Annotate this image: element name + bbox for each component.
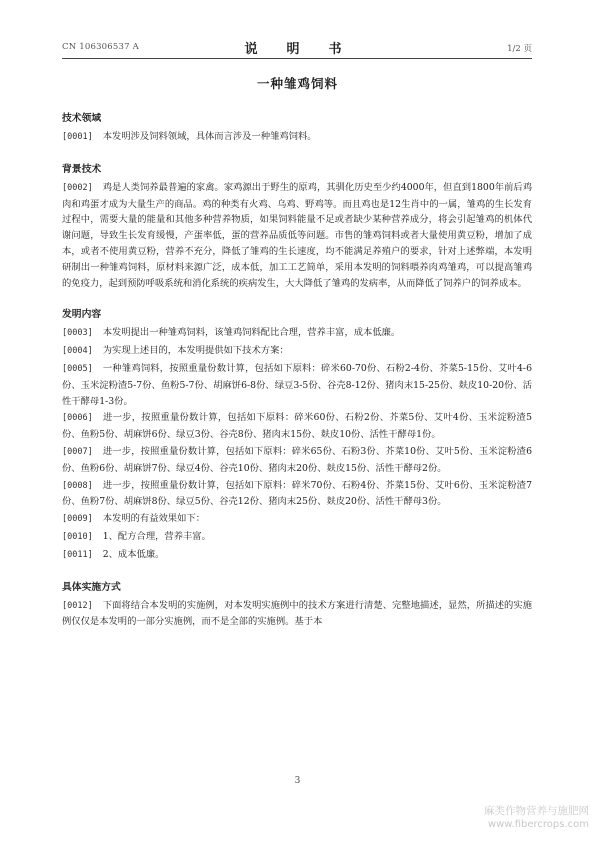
paragraph-number: [0007] (62, 446, 93, 457)
paragraph-text: 进一步，按照重量份数计算，包括如下原料：碎米70份、石粉4份、芥菜15份、艾叶6份、玉米淀粉渣7份、鱼粉7份、胡麻饼8份、绿豆5份、谷壳12份、猪肉末25份、麸皮20份、活性干酵母3份。 (62, 479, 532, 508)
section-heading-summary: 发明内容 (62, 309, 102, 321)
document-title: 一种雏鸡饲料 (256, 76, 338, 91)
paragraph-text: 进一步，按照重量份数计算，包括如下原料：碎米65份、石粉3份、芥菜10份、艾叶5份、玉米淀粉渣6份、鱼粉6份、胡麻饼7份、绿豆4份、谷壳10份、猪肉末20份、麸皮15份、活性干酵母2份。 (62, 445, 532, 474)
paragraph (62, 180, 532, 292)
paragraph-text: 本发明涉及饲料领域，具体而言涉及一种雏鸡饲料。 (102, 131, 317, 142)
page-header (62, 38, 532, 56)
paragraph-number: [0001] (62, 132, 93, 142)
document-body (62, 106, 532, 631)
paragraph-number: [0006] (62, 413, 93, 424)
section-heading-background: 背景技术 (62, 163, 102, 175)
paragraph-text: 本发明的有益效果如下： (102, 513, 205, 525)
paragraph-text: 本发明提出一种雏鸡饲料，该雏鸡饲料配比合理，营养丰富，成本低廉。 (102, 327, 401, 339)
watermark (484, 805, 589, 831)
paragraph-number: [0002] (62, 182, 93, 193)
paragraph (62, 547, 532, 564)
section-heading-embodiment: 具体实施方式 (62, 581, 121, 593)
paragraph (62, 343, 532, 360)
paragraph-number: [0003] (62, 328, 93, 339)
document-type: 说 明 书 (244, 42, 350, 57)
paragraph (62, 361, 532, 409)
paragraph-number: [0011] (62, 549, 93, 560)
paragraph (62, 511, 532, 528)
paragraph-text: 进一步，按照重量份数计算，包括如下原料：碎米60份、石粉2份、芥菜5份、艾叶4份、玉米淀粉渣5份、鱼粉5份、胡麻饼6份、绿豆3份、谷壳8份、猪肉末15份、麸皮10份、活性干酵母1份。 (62, 412, 532, 441)
paragraph-text: 下面将结合本发明的实施例，对本发明实施例中的技术方案进行清楚、完整地描述，显然，所描述的实施例仅仅是本发明的一部分实施例，而不是全部的实施例。基于本 (62, 599, 532, 628)
section-heading-tech-field: 技术领域 (62, 113, 102, 124)
paragraph (62, 129, 532, 146)
paragraph (62, 410, 532, 443)
paragraph-text: 鸡是人类饲养最普遍的家禽。家鸡源出于野生的原鸡，其驯化历史至少约4000年，但直到1800年前后鸡肉和鸡蛋才成为大量生产的商品。鸡的种类有火鸡、乌鸡、野鸡等。而且鸡也是12生肖中的一属，雏鸡的生长发育过程中，需要大量的能量和其他多种营养物质，如果饲料能量不足或者缺少某种营养成分，将会引起雏鸡的机体代谢问题，导致生长发育缓慢，产蛋率低，蛋的营养品质低等问题。市售的雏鸡饲料或者大量使用黄豆粉，增加了成本，或者不使用黄豆粉，营养不充分，降低了雏鸡的生长速度，均不能满足养殖户的要求，针对上述弊端，本发明研制出一种雏鸡饲料，原材料来源广泛，成本低，加工工艺简单，采用本发明的饲料喂养肉鸡雏鸡，可以提高雏鸡的免疫力，起到预防呼吸系统和消化系统的疾病发生，大大降低了雏鸡的发病率，从而降低了饲养户的饲养成本。 (62, 181, 532, 289)
page-number: 3 (294, 776, 301, 786)
paragraph (62, 598, 532, 631)
paragraph-text: 2、成本低廉。 (102, 548, 165, 560)
paragraph (62, 478, 532, 511)
header-rule (62, 58, 532, 59)
paragraph (62, 529, 532, 546)
page-of-indicator: 1/2 页 (507, 44, 532, 54)
watermark-url: www.fibercrops.com (487, 819, 589, 830)
paragraph (62, 444, 532, 477)
paragraph-text: 1、配方合理，营养丰富。 (102, 530, 211, 542)
paragraph-number: [0012] (62, 600, 93, 611)
paragraph-number: [0005] (62, 363, 93, 374)
paragraph-number: [0008] (62, 480, 93, 491)
watermark-site-name: 麻类作物营养与施肥网 (484, 805, 589, 817)
paragraph (62, 325, 532, 342)
paragraph-text: 为实现上述目的，本发明提供如下技术方案： (102, 345, 289, 357)
publication-number: CN 106306537 A (62, 42, 139, 52)
paragraph-number: [0004] (62, 346, 93, 357)
paragraph-number: [0009] (62, 514, 93, 525)
paragraph-text: 一种雏鸡饲料，按照重量份数计算，包括如下原料：碎米60-70份、石粉2-4份、芥菜5-15份、艾叶4-6份、玉米淀粉渣5-7份、鱼粉5-7份、胡麻饼6-8份、绿豆3-5份、谷壳8-12份、猪肉末15-25份、麸皮10-20份、活性干酵母1-3份。 (62, 362, 532, 407)
paragraph-number: [0010] (62, 531, 93, 542)
